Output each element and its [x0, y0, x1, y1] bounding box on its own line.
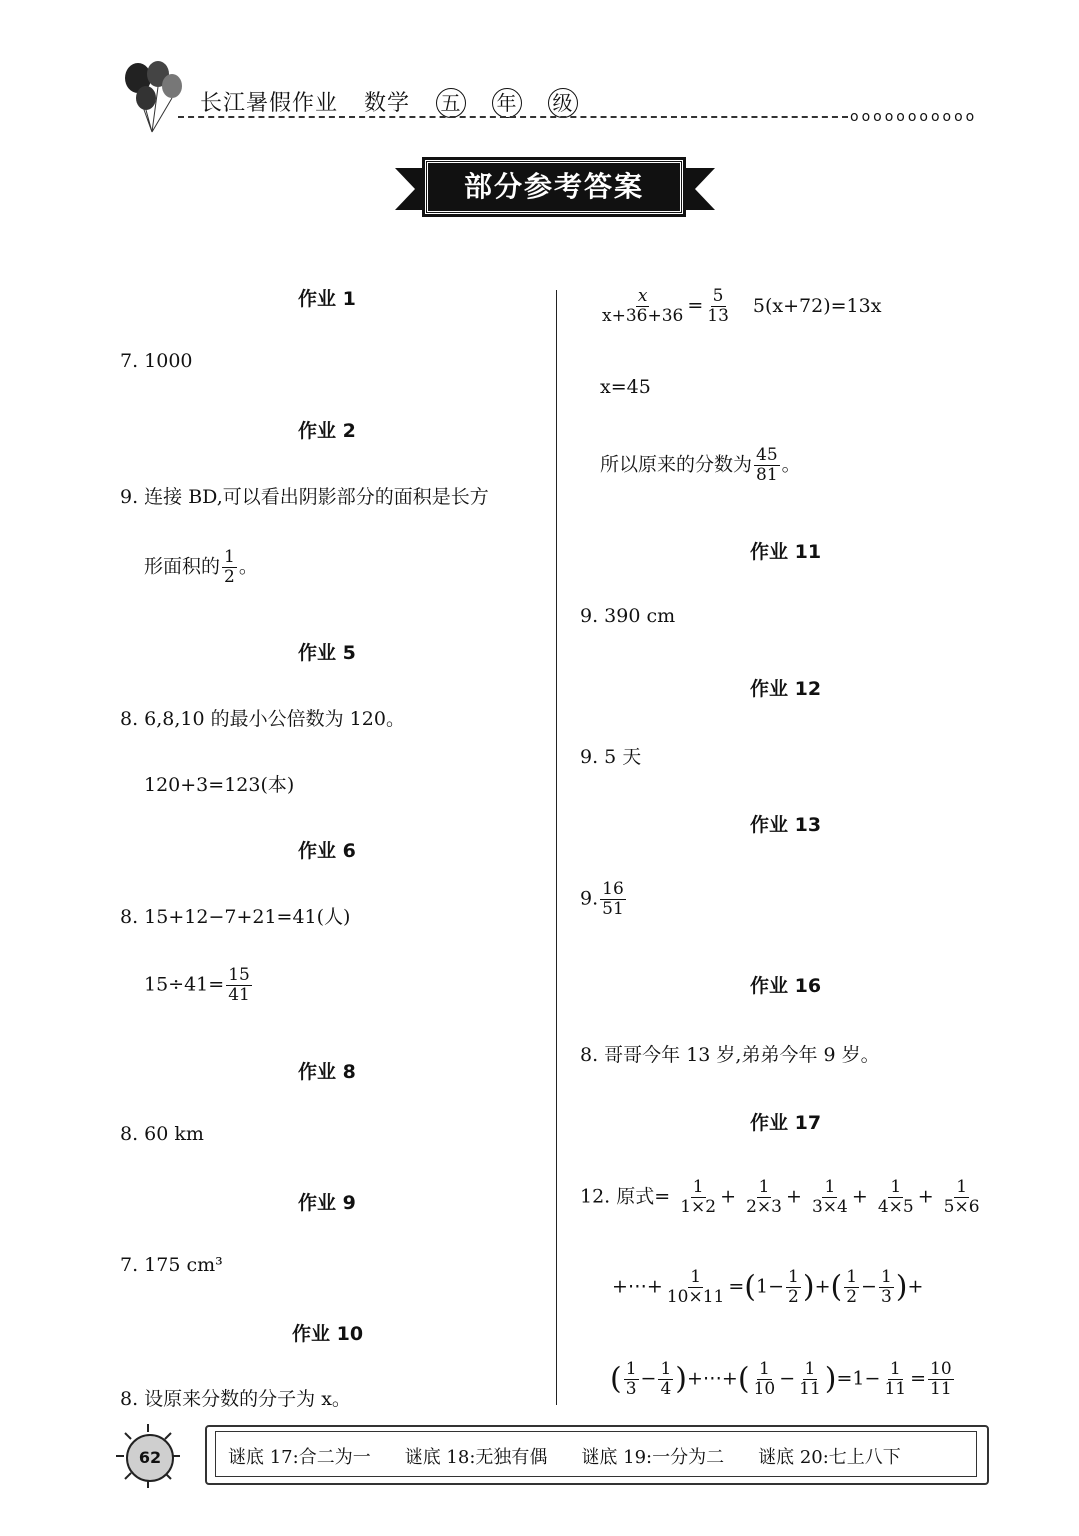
fraction — [810, 1178, 850, 1217]
answer-text: 8. 60 km — [120, 1123, 204, 1145]
fraction — [844, 1268, 859, 1307]
fraction — [600, 880, 626, 919]
section-heading: 作业 10 — [292, 1323, 364, 1345]
answer-text — [144, 548, 258, 587]
text: 5(x+72)=13x — [752, 294, 882, 317]
section-heading: 作业 13 — [750, 814, 822, 836]
numerator: x — [637, 286, 648, 306]
text: 。 — [781, 453, 801, 476]
fraction — [928, 1360, 954, 1399]
denominator: 3×4 — [811, 1197, 848, 1217]
plus-sign: + — [814, 1275, 831, 1298]
paren: ) — [802, 1269, 815, 1305]
fraction — [754, 446, 780, 485]
fraction — [665, 1268, 727, 1307]
fraction — [882, 1360, 908, 1399]
balloons-icon — [122, 58, 186, 134]
text: = — [728, 1275, 745, 1298]
banner-title: 部分参考答案 — [425, 160, 683, 214]
numerator: 1 — [788, 1267, 799, 1287]
text: 12. 原式= — [580, 1185, 671, 1208]
fraction — [797, 1360, 823, 1399]
page-number: 62 — [126, 1434, 174, 1482]
plus-sign: + — [907, 1275, 924, 1298]
text: +⋯+ — [687, 1367, 738, 1390]
numerator: 45 — [756, 445, 778, 465]
numerator: 1 — [690, 1267, 702, 1287]
column-divider — [556, 290, 557, 1405]
denominator: 5×6 — [943, 1197, 980, 1217]
denominator: 81 — [756, 465, 778, 485]
denominator: 13 — [707, 306, 729, 326]
text: 9. — [580, 887, 599, 910]
grade-char: 年 — [492, 88, 522, 118]
answer-text: 8. 15+12−7+21=41(人) — [120, 906, 351, 928]
paren: ( — [610, 1361, 622, 1397]
plus-sign: + — [917, 1185, 934, 1208]
fraction — [744, 1178, 784, 1217]
grade-char: 级 — [548, 88, 578, 118]
fraction — [678, 1178, 718, 1217]
equation-line — [598, 287, 881, 326]
numerator: 1 — [224, 547, 235, 567]
fraction — [600, 287, 685, 326]
book-title: 长江暑假作业 — [200, 91, 339, 116]
numerator: 1 — [804, 1359, 816, 1379]
section-heading: 作业 2 — [298, 420, 356, 442]
footer-riddles — [228, 1443, 935, 1469]
numerator: 15 — [228, 965, 250, 985]
denominator: 4 — [660, 1379, 672, 1399]
fraction — [752, 1360, 778, 1399]
denominator: 2 — [846, 1287, 858, 1307]
paren: ) — [675, 1361, 688, 1397]
denominator: 41 — [228, 985, 250, 1005]
numerator: 1 — [846, 1267, 858, 1287]
fraction — [226, 966, 252, 1005]
denominator: 51 — [602, 899, 624, 919]
subject: 数学 — [364, 91, 411, 116]
riddle-answer: 谜底 17:合二为一 — [228, 1447, 371, 1468]
fraction — [705, 287, 731, 326]
section-heading: 作业 16 — [750, 975, 822, 997]
header-title — [200, 86, 604, 118]
paren: ( — [830, 1269, 843, 1305]
text: 所以原来的分数为 — [600, 453, 753, 476]
paren: ) — [895, 1269, 908, 1305]
numerator: 1 — [889, 1359, 901, 1379]
answer-text: 7. 175 cm³ — [120, 1254, 223, 1276]
numerator: 1 — [824, 1177, 836, 1197]
answer-text: 7. 1000 — [120, 350, 193, 372]
numerator: 5 — [712, 286, 724, 306]
minus-sign: − — [779, 1367, 796, 1390]
answer-text: 8. 哥哥今年 13 岁,弟弟今年 9 岁。 — [580, 1044, 880, 1066]
section-heading: 作业 1 — [298, 288, 356, 310]
grade-char: 五 — [436, 88, 466, 118]
paren: ( — [737, 1361, 750, 1397]
text: 1 — [756, 1275, 769, 1298]
answer-text: 120+3=123(本) — [144, 774, 295, 796]
section-heading: 作业 17 — [750, 1112, 822, 1134]
denominator: 10×11 — [666, 1287, 725, 1307]
denominator: 11 — [799, 1379, 821, 1399]
fraction — [222, 548, 237, 587]
numerator: 1 — [660, 1359, 672, 1379]
equation-line — [600, 446, 801, 485]
riddle-answer: 谜底 19:一分为二 — [581, 1447, 725, 1468]
text: = — [910, 1367, 926, 1390]
denominator: 1×2 — [680, 1197, 717, 1217]
text: 15÷41= — [144, 973, 225, 996]
answer-text — [144, 966, 254, 1005]
denominator: 2 — [788, 1287, 799, 1307]
equation-line — [580, 1178, 984, 1217]
answer-text: 9. 5 天 — [580, 746, 642, 768]
section-heading: 作业 5 — [298, 642, 356, 664]
section-heading: 作业 8 — [298, 1061, 356, 1083]
text: 。 — [238, 555, 258, 578]
plus-sign: + — [720, 1185, 737, 1208]
numerator: 1 — [625, 1359, 637, 1379]
fraction — [876, 1178, 916, 1217]
denominator: 11 — [930, 1379, 952, 1399]
answer-text: 8. 设原来分数的分子为 x。 — [120, 1388, 351, 1410]
paren: ) — [824, 1361, 837, 1397]
denominator: 2×3 — [746, 1197, 782, 1217]
text: = — [687, 294, 704, 317]
riddle-answer: 谜底 18:无独有偶 — [404, 1447, 548, 1468]
text: +⋯+ — [612, 1275, 663, 1298]
minus-sign: − — [768, 1275, 785, 1298]
answer-text: 9. 连接 BD,可以看出阴影部分的面积是长方 — [120, 486, 489, 508]
fraction — [624, 1360, 639, 1399]
fraction — [658, 1360, 673, 1399]
paren: ( — [744, 1269, 756, 1305]
numerator: 1 — [890, 1177, 902, 1197]
equation-line — [612, 1268, 923, 1307]
equation-line: x=45 — [600, 376, 651, 398]
section-heading: 作业 9 — [298, 1192, 356, 1214]
fraction — [786, 1268, 801, 1307]
plus-sign: + — [851, 1185, 868, 1208]
answer-text: 9. 390 cm — [580, 605, 676, 627]
answer-text: 8. 6,8,10 的最小公倍数为 120。 — [120, 708, 405, 730]
denominator: 11 — [884, 1379, 907, 1399]
numerator: 1 — [880, 1267, 892, 1287]
header-dots: ooooooooooo — [850, 109, 978, 125]
riddle-answer: 谜底 20:七上八下 — [758, 1447, 901, 1468]
plus-sign: + — [785, 1185, 802, 1208]
equation-line — [610, 1360, 956, 1399]
numerator: 1 — [758, 1177, 770, 1197]
denominator: 4×5 — [877, 1197, 914, 1217]
denominator: 3 — [625, 1379, 637, 1399]
numerator: 1 — [692, 1177, 704, 1197]
minus-sign: − — [640, 1367, 657, 1390]
fraction — [879, 1268, 894, 1307]
denominator: 10 — [753, 1379, 776, 1399]
denominator: x+36+36 — [602, 306, 684, 326]
denominator: 2 — [224, 567, 235, 587]
section-heading: 作业 12 — [750, 678, 822, 700]
numerator: 10 — [930, 1359, 952, 1379]
denominator: 3 — [880, 1287, 892, 1307]
minus-sign: − — [861, 1275, 877, 1298]
fraction — [942, 1178, 982, 1217]
numerator: 16 — [602, 879, 624, 899]
numerator: 1 — [956, 1177, 968, 1197]
text: =1− — [836, 1367, 881, 1390]
section-heading: 作业 6 — [298, 840, 356, 862]
text: 形面积的 — [144, 555, 221, 578]
numerator: 1 — [758, 1359, 770, 1379]
header-dashed-line — [178, 116, 848, 118]
section-heading: 作业 11 — [750, 541, 822, 563]
answer-text — [580, 880, 628, 919]
